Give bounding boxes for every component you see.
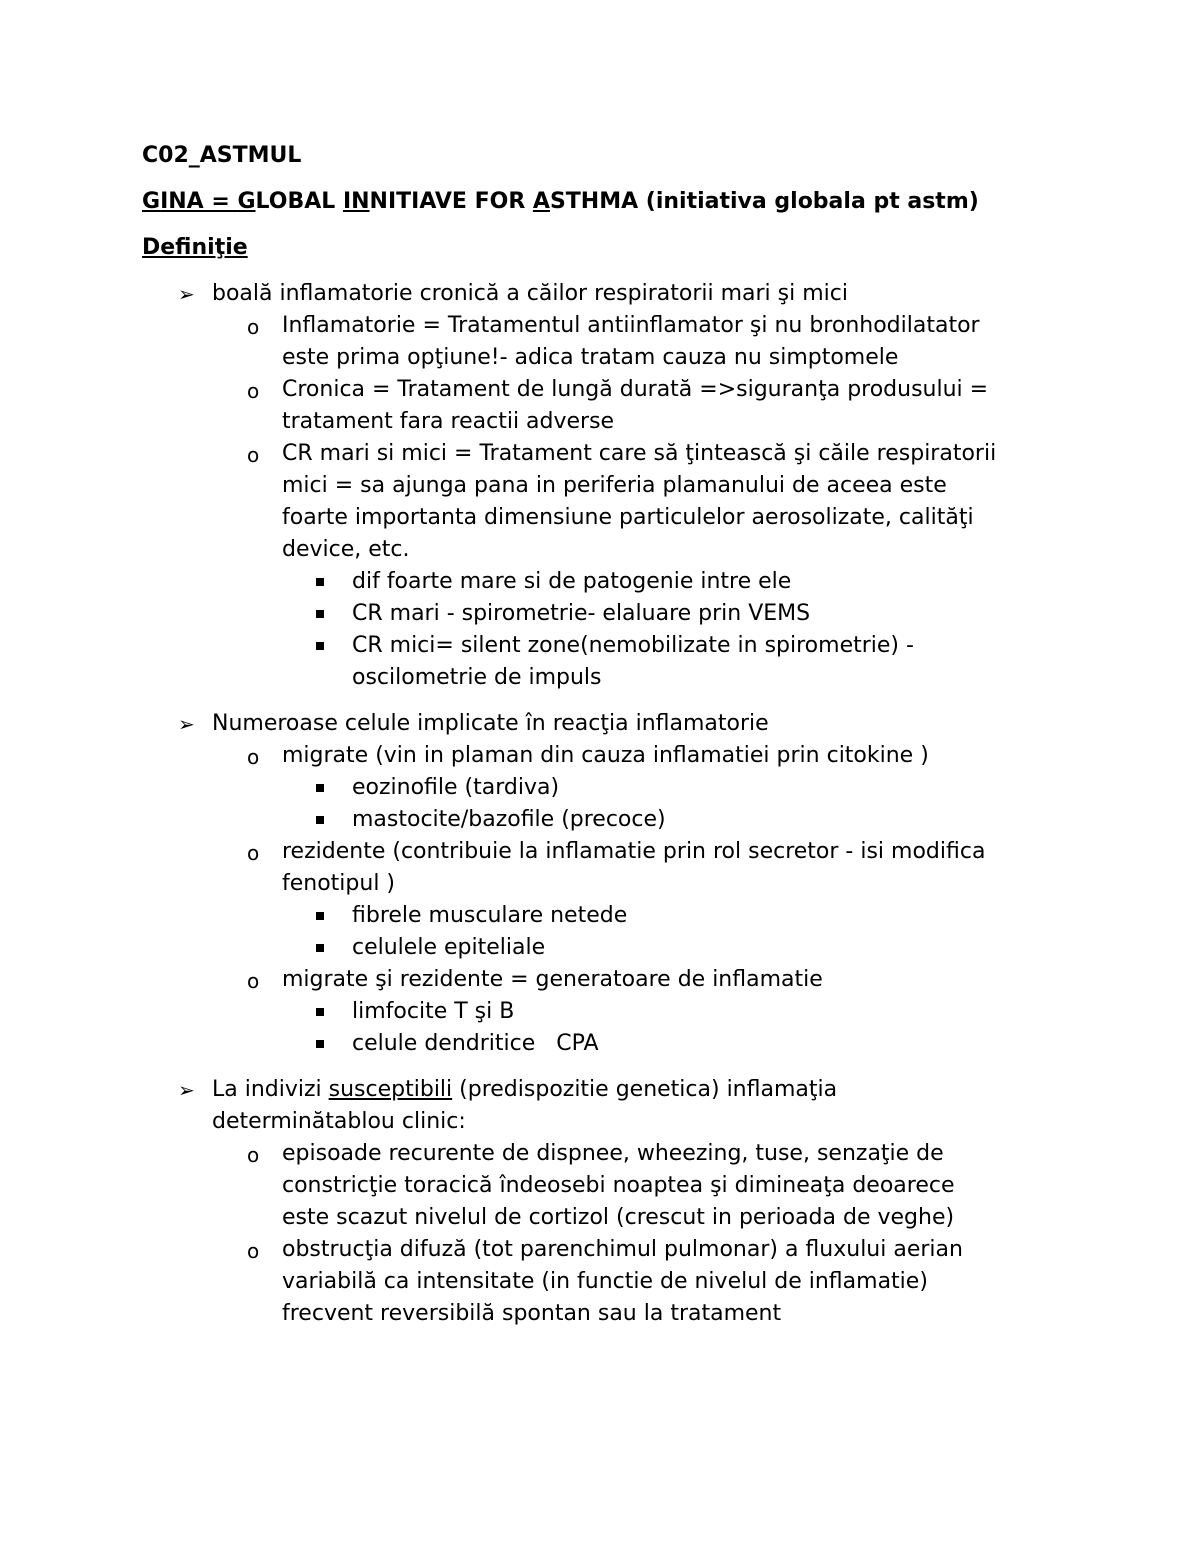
circle-bullet-icon: o <box>247 1143 260 1167</box>
sub-bullet-line: migrate (vin in plaman din cauza inflamatiei prin citokine ) <box>282 743 929 768</box>
square-bullet-icon <box>316 816 324 824</box>
circle-bullet-icon: o <box>247 969 260 993</box>
list-item <box>212 310 1082 374</box>
circle-bullet-icon: o <box>247 841 260 865</box>
square-bullet-icon <box>316 784 324 792</box>
sub-sub-bullet-line: fibrele musculare netede <box>352 903 628 928</box>
list-item <box>212 740 1082 836</box>
sub-list <box>212 740 1082 1060</box>
circle-bullet-icon: o <box>247 1239 260 1263</box>
list-item <box>142 708 1082 1060</box>
bullet-text: Numeroase celule implicate în reacţia inflamatorie <box>212 711 769 736</box>
sub-sub-bullet-line: mastocite/bazofile (precoce) <box>352 807 666 832</box>
sub-sub-bullet-line: celule dendritice CPA <box>352 1031 599 1056</box>
gina-underline-a: A <box>532 189 550 214</box>
list-item <box>282 566 1082 598</box>
sub-bullet-line: variabilă ca intensitate (in functie de nivelul de inflamatie) <box>282 1269 928 1294</box>
sub-sub-list <box>282 566 1082 694</box>
gina-line <box>142 186 1082 218</box>
underlined-word: susceptibili <box>328 1077 453 1102</box>
square-bullet-icon <box>316 944 324 952</box>
arrow-bullet-icon: ➢ <box>178 282 195 306</box>
sub-bullet-line: device, etc. <box>282 537 410 562</box>
list-item <box>142 1074 1082 1330</box>
bullet-text-part: (predispozitie genetica) inflamaţia <box>452 1077 838 1102</box>
list-item <box>212 374 1082 438</box>
sub-bullet-line: frecvent reversibilă spontan sau la tratament <box>282 1301 782 1326</box>
arrow-bullet-icon: ➢ <box>178 1078 195 1102</box>
sub-bullet-line: rezidente (contribuie la inflamatie prin rol secretor - isi modifica <box>282 839 986 864</box>
list-item <box>282 900 1082 932</box>
sub-bullet-line: obstrucţia difuză (tot parenchimul pulmonar) a fluxului aerian <box>282 1237 963 1262</box>
sub-sub-bullet-line: eozinofile (tardiva) <box>352 775 560 800</box>
square-bullet-icon <box>316 1040 324 1048</box>
sub-sub-list <box>282 900 1082 964</box>
document-title: C02_ASTMUL <box>142 143 302 168</box>
list-item <box>282 804 1082 836</box>
list-item <box>282 630 1082 694</box>
sub-sub-list <box>282 996 1082 1060</box>
sub-bullet-line: Inflamatorie = Tratamentul antiinflamator şi nu bronhodilatator <box>282 313 980 338</box>
sub-bullet-line: fenotipul ) <box>282 871 396 896</box>
square-bullet-icon <box>316 610 324 618</box>
sub-list <box>212 1138 1082 1330</box>
square-bullet-icon <box>316 912 324 920</box>
sub-bullet-line: episoade recurente de dispnee, wheezing, tuse, senzaţie de <box>282 1141 944 1166</box>
sub-bullet-line: constricţie toracică îndeosebi noaptea şi dimineaţa deoarece <box>282 1173 955 1198</box>
sub-sub-bullet-line: CR mari - spirometrie- elaluare prin VEMS <box>352 601 811 626</box>
list-item <box>282 1028 1082 1060</box>
bullet-text <box>212 1074 1082 1106</box>
gina-underline-g: G <box>142 189 161 214</box>
sub-bullet-line: este scazut nivelul de cortizol (crescut in perioada de veghe) <box>282 1205 955 1230</box>
sub-bullet-line: CR mari si mici = Tratament care să ţintească şi căile respiratorii <box>282 441 997 466</box>
square-bullet-icon <box>316 578 324 586</box>
sub-bullet-line: tratament fara reactii adverse <box>282 409 615 434</box>
sub-sub-bullet-line: celulele epiteliale <box>352 935 546 960</box>
list-item <box>142 278 1082 694</box>
gina-text-sthma: STHMA (initiativa globala pt astm) <box>549 189 979 214</box>
bullet-text: boală inflamatorie cronică a căilor respiratorii mari şi mici <box>212 281 848 306</box>
sub-sub-bullet-line: CR mici= silent zone(nemobilizate in spirometrie) - <box>352 633 914 658</box>
bullet-text-part: La indivizi <box>212 1077 329 1102</box>
list-item <box>282 598 1082 630</box>
sub-sub-bullet-line: limfocite T şi B <box>352 999 515 1024</box>
gina-text-lobal: LOBAL <box>255 189 343 214</box>
circle-bullet-icon: o <box>247 443 260 467</box>
arrow-bullet-icon: ➢ <box>178 712 195 736</box>
square-bullet-icon <box>316 1008 324 1016</box>
gina-underline-in: IN <box>342 189 370 214</box>
list-item <box>212 1138 1082 1234</box>
sub-bullet-line: mici = sa ajunga pana in periferia plamanului de aceea este <box>282 473 947 498</box>
list-item <box>282 996 1082 1028</box>
square-bullet-icon <box>316 642 324 650</box>
section-heading: Definiţie <box>142 235 248 260</box>
sub-bullet-line: migrate şi rezidente = generatoare de inflamatie <box>282 967 823 992</box>
sub-bullet-line: este prima opţiune!- adica tratam cauza nu simptomele <box>282 345 899 370</box>
sub-bullet-line: foarte importanta dimensiune particulelor aerosolizate, calităţi <box>282 505 974 530</box>
document-page <box>142 140 1082 1330</box>
sub-bullet-line: Cronica = Tratament de lungă durată =>siguranţa produsului = <box>282 377 989 402</box>
bullet-text: determinătablou clinic: <box>212 1109 466 1134</box>
sub-sub-list <box>282 772 1082 836</box>
sub-list <box>212 310 1082 694</box>
list-item <box>212 836 1082 964</box>
circle-bullet-icon: o <box>247 315 260 339</box>
circle-bullet-icon: o <box>247 745 260 769</box>
gina-underline-rest: INA = <box>160 189 238 214</box>
list-item <box>212 1234 1082 1330</box>
list-item <box>282 772 1082 804</box>
main-bullet-list <box>142 278 1082 1330</box>
sub-sub-bullet-line: dif foarte mare si de patogenie intre ele <box>352 569 792 594</box>
list-item <box>212 438 1082 694</box>
gina-text-nitiave: NITIAVE FOR <box>369 189 533 214</box>
list-item <box>212 964 1082 1060</box>
list-item <box>282 932 1082 964</box>
sub-sub-bullet-line: oscilometrie de impuls <box>352 665 602 690</box>
gina-underline-g2: G <box>237 189 256 214</box>
circle-bullet-icon: o <box>247 379 260 403</box>
